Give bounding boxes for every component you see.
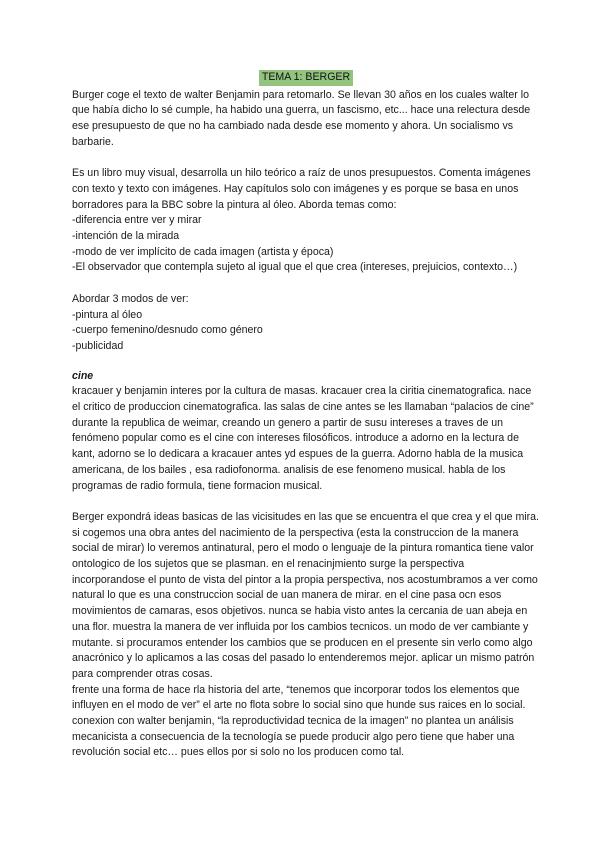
- list-item: -diferencia entre ver y mirar: [72, 214, 202, 227]
- list-item: -cuerpo femenino/desnudo como género: [72, 324, 263, 337]
- paragraph-berger: Berger expondrá ideas basicas de las vicisitudes en las que se encuentra el que crea y el que mira. si cogemos una obra antes del nacimiento de la perspectiva (esta la construccion de la manera social de mirar) lo veremos antinatural, pero el modo o lenguaje de la pintura romantica tiene valor ontologico de los sujetos que se plasman. en el renacinjmiento surge la perspectiva incorporandose el punto de vista del pintor a la propia perspectiva, nos acostumbramos a ver como natural lo que es una construccion social de uan manera de mirar. en el cine pasa ocn esos movimientos de camaras, esos objetivos. nunca se habia visto antes la cercania de uan abeja en una flor. muestra la manera de ver influida por los cambios tecnicos. un modo de ver cambiante y mutante. si procuramos entender los cambios que se producen en el presente sin verlo como algo anacrónico y lo aplicamos a las cosas del pasado lo entenderemos mejor. aplicar un mismo patrón para comprender otras cosas.: [72, 510, 539, 680]
- list-modos: [72, 308, 540, 355]
- document-title: TEMA 1: BERGER: [259, 70, 353, 86]
- list-item: -pintura al óleo: [72, 308, 143, 321]
- list-temas: [72, 213, 540, 276]
- section-heading-cine: cine: [72, 369, 94, 382]
- paragraph-historia-arte: frente una forma de hace rla historia del arte, “tenemos que incorporar todos los elementos que influyen en el modo de ver” el arte no flota sobre lo social sino que hunde sus raices en lo social. conexion con walter benjamin, “la reproductividad tecnica de la imagen” no plantea un análisis mecanicista a consecuencia de la tecnología se puede producir algo pero tiene que haber una revolución social etc… pues ellos por si solo no los producen como tal.: [72, 683, 526, 759]
- paragraph-modos-de-ver: Abordar 3 modos de ver:: [72, 292, 189, 305]
- paragraph-intro: Burger coge el texto de walter Benjamin para retomarlo. Se llevan 30 años en los cuales walter lo que había dicho lo sé cumple, ha habido una guerra, un fascismo, etc... hace una relectura desde ese presupuesto de que no ha cambiado nada desde ese momento y ahora. Un socialismo vs barbarie.: [72, 88, 531, 148]
- paragraph-libro-visual: Es un libro muy visual, desarrolla un hilo teórico a raíz de unos presupuestos. Comenta imágenes con texto y texto con imágenes. Hay capítulos solo con imágenes y es porque se basa en unos borradores para la BBC sobre la pintura al óleo. Aborda temas como:: [72, 167, 531, 211]
- list-item: -modo de ver implícito de cada imagen (artista y época): [72, 245, 334, 258]
- list-item: -El observador que contempla sujeto al igual que el que crea (intereses, prejuicios, contexto…): [72, 261, 518, 274]
- list-item: -publicidad: [72, 339, 124, 352]
- paragraph-kracauer: kracauer y benjamin interes por la cultura de masas. kracauer crea la ciritia cinematografica. nace el critico de produccion cinematografica. las salas de cine antes se les llamaban “palacios de cine” durante la republica de weimar, creando un genero a partir de susu intereses a traves de un fenómeno popular como es el cine con intereses filosóficos. introduce a adorno en la lectura de kant, adorno se lo dedicara a kracauer antes yd espues de la guerra. Adorno habla de la musica americana, de los bailes , esa radiofonorma. analisis de ese fenomeno musical. habla de los programas de radio formula, tiene formacion musical.: [72, 385, 534, 492]
- list-item: -intención de la mirada: [72, 230, 180, 243]
